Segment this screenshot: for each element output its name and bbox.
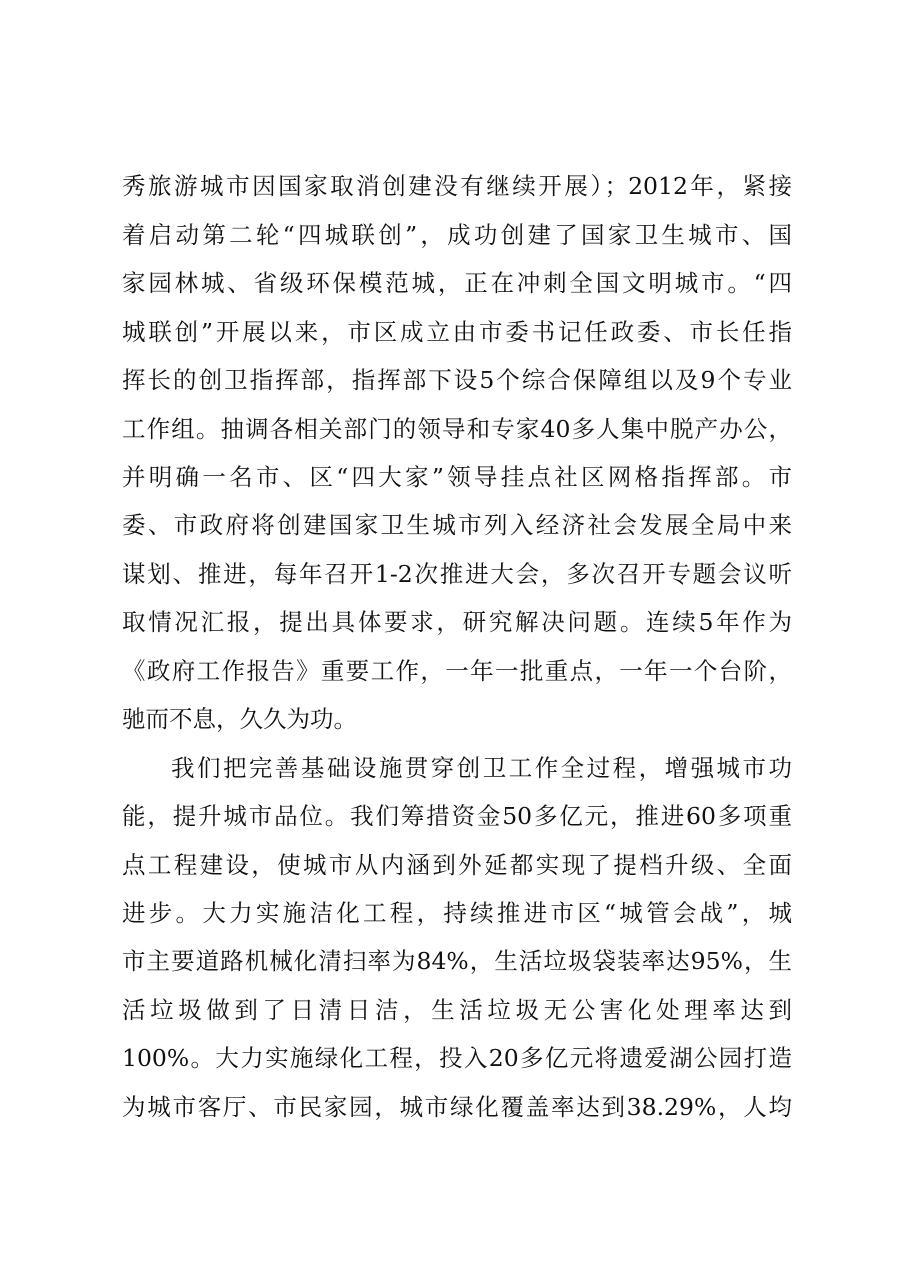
text-line-19: 100%。大力实施绿化工程，投入20多亿元将遗爱湖公园打造 [122,1044,792,1072]
text-line-12: 驰而不息，久久为功。 [122,705,357,733]
text-line-6: 工作组。抽调各相关部门的领导和专家40多人集中脱产办公， [122,415,792,443]
text-line-18: 活垃圾做到了日清日洁，生活垃圾无公害化处理率达到 [122,996,792,1024]
text-line-15: 点工程建设，使城市从内涵到外延都实现了提档升级、全面 [122,851,792,879]
text-line-13: 我们把完善基础设施贯穿创卫工作全过程，增强城市功 [171,754,792,782]
text-line-17: 市主要道路机械化清扫率为84%，生活垃圾袋装率达95%，生 [122,947,792,975]
text-line-16: 进步。大力实施洁化工程，持续推进市区“城管会战”，城 [122,899,792,927]
text-line-11: 《政府工作报告》重要工作，一年一批重点，一年一个台阶， [122,657,792,685]
text-line-4: 城联创”开展以来，市区成立由市委书记任政委、市长任指 [122,318,792,346]
text-line-1: 秀旅游城市因国家取消创建没有继续开展）；2012年，紧接 [122,172,792,200]
text-line-14: 能，提升城市品位。我们筹措资金50多亿元，推进60多项重 [122,802,792,830]
text-line-5: 挥长的创卫指挥部，指挥部下设5个综合保障组以及9个专业 [122,366,792,394]
text-line-10: 取情况汇报，提出具体要求，研究解决问题。连续5年作为 [122,608,792,636]
text-line-9: 谋划、推进，每年召开1-2次推进大会，多次召开专题会议听 [122,560,792,588]
text-line-3: 家园林城、省级环保模范城，正在冲刺全国文明城市。“四 [122,269,792,297]
text-line-7: 并明确一名市、区“四大家”领导挂点社区网格指挥部。市 [122,463,792,491]
text-line-2: 着启动第二轮“四城联创”，成功创建了国家卫生城市、国 [122,221,792,249]
text-line-20: 为城市客厅、市民家园，城市绿化覆盖率达到38.29%，人均 [122,1093,792,1121]
text-line-8: 委、市政府将创建国家卫生城市列入经济社会发展全局中来 [122,511,792,539]
